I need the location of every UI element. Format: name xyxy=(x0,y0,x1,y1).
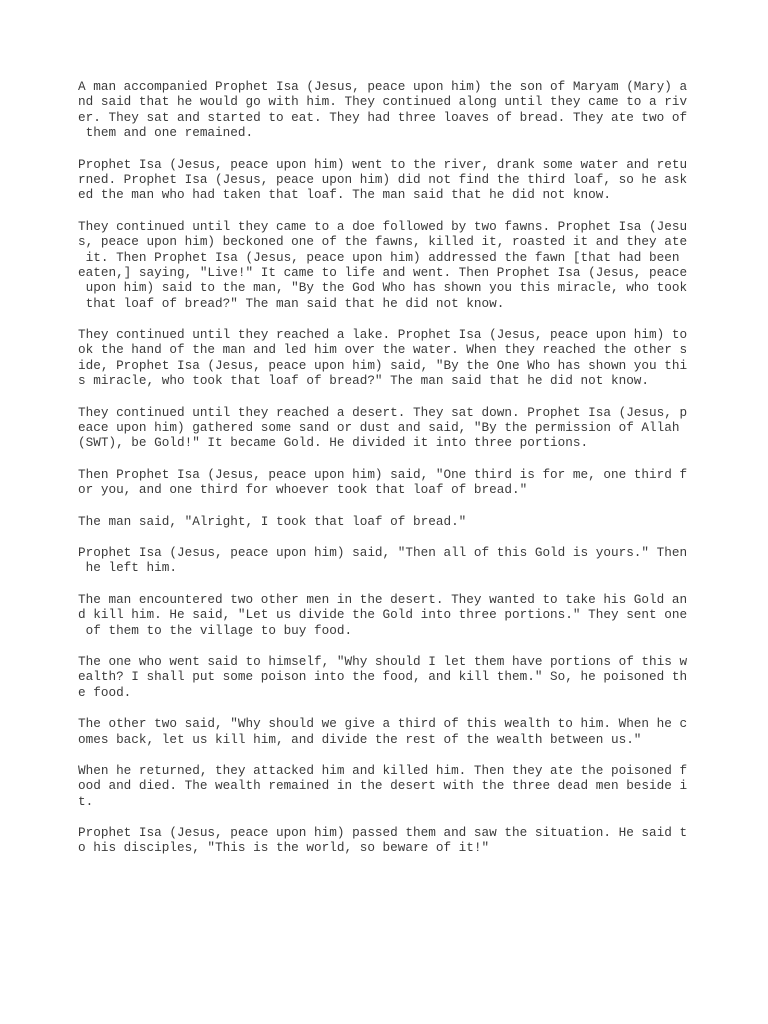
document-body xyxy=(78,79,698,872)
text-line: o his disciples, "This is the world, so beware of it!" xyxy=(78,840,490,856)
text-line: A man accompanied Prophet Isa (Jesus, peace upon him) the son of Maryam (Mary) a xyxy=(78,79,688,94)
text-line: Prophet Isa (Jesus, peace upon him) went to the river, drank some water and retu xyxy=(78,156,688,172)
text-line: that loaf of bread?" The man said that he did not know. xyxy=(78,295,505,311)
text-line: ide, Prophet Isa (Jesus, peace upon him) said, "By the One Who has shown you thi xyxy=(78,357,688,373)
text-line: ood and died. The wealth remained in the desert with the three dead men beside i xyxy=(78,778,688,794)
text-line: The other two said, "Why should we give a third of this wealth to him. When he c xyxy=(78,716,688,732)
text-line: them and one remained. xyxy=(78,125,254,141)
text-line: upon him) said to the man, "By the God Who has shown you this miracle, who took xyxy=(78,280,688,296)
text-line: s, peace upon him) beckoned one of the fawns, killed it, roasted it and they ate xyxy=(78,234,688,250)
paragraph xyxy=(78,716,698,747)
text-line: rned. Prophet Isa (Jesus, peace upon him) did not find the third loaf, so he ask xyxy=(78,171,688,187)
text-line: Prophet Isa (Jesus, peace upon him) passed them and saw the situation. He said t xyxy=(78,825,688,841)
paragraph xyxy=(78,545,698,576)
text-line: The one who went said to himself, "Why should I let them have portions of this w xyxy=(78,653,688,669)
paragraph xyxy=(78,405,698,451)
paragraph xyxy=(78,514,698,529)
text-line: They continued until they came to a doe followed by two fawns. Prophet Isa (Jesu xyxy=(78,218,688,234)
text-line: d kill him. He said, "Let us divide the Gold into three portions." They sent one xyxy=(78,607,688,623)
paragraph xyxy=(78,654,698,700)
text-line: er. They sat and started to eat. They had three loaves of bread. They ate two of xyxy=(78,109,688,125)
text-line: eaten,] saying, "Live!" It came to life and went. Then Prophet Isa (Jesus, peace xyxy=(78,264,688,280)
text-line: or you, and one third for whoever took that loaf of bread." xyxy=(78,482,528,498)
text-line: e food. xyxy=(78,684,132,700)
text-line: The man encountered two other men in the desert. They wanted to take his Gold an xyxy=(78,591,688,607)
text-line: omes back, let us kill him, and divide the rest of the wealth between us." xyxy=(78,731,642,747)
text-line: (SWT), be Gold!" It became Gold. He divided it into three portions. xyxy=(78,435,589,451)
text-line: Then Prophet Isa (Jesus, peace upon him) said, "One third is for me, one third f xyxy=(78,466,688,482)
text-line: They continued until they reached a lake. Prophet Isa (Jesus, peace upon him) to xyxy=(78,327,688,343)
paragraph xyxy=(78,219,698,311)
paragraph xyxy=(78,157,698,203)
paragraph xyxy=(78,327,698,389)
text-line: When he returned, they attacked him and killed him. Then they ate the poisoned f xyxy=(78,762,688,778)
paragraph xyxy=(78,592,698,638)
text-line: ealth? I shall put some poison into the food, and kill them." So, he poisoned th xyxy=(78,669,688,685)
text-line: it. Then Prophet Isa (Jesus, peace upon him) addressed the fawn [that had been xyxy=(78,249,680,265)
paragraph xyxy=(78,79,698,141)
text-line: Prophet Isa (Jesus, peace upon him) said, "Then all of this Gold is yours." Then xyxy=(78,544,688,560)
text-line: ok the hand of the man and led him over the water. When they reached the other s xyxy=(78,342,688,358)
paragraph xyxy=(78,763,698,809)
paragraph xyxy=(78,467,698,498)
text-line: ed the man who had taken that loaf. The man said that he did not know. xyxy=(78,187,611,203)
text-line: eace upon him) gathered some sand or dust and said, "By the permission of Allah xyxy=(78,420,680,436)
text-line: They continued until they reached a desert. They sat down. Prophet Isa (Jesus, p xyxy=(78,404,688,420)
text-line: s miracle, who took that loaf of bread?" The man said that he did not know. xyxy=(78,373,650,389)
text-line: t. xyxy=(78,793,94,809)
text-line: nd said that he would go with him. They continued along until they came to a riv xyxy=(78,94,688,110)
text-line: The man said, "Alright, I took that loaf of bread." xyxy=(78,513,467,529)
text-line: of them to the village to buy food. xyxy=(78,622,353,638)
text-line: he left him. xyxy=(78,560,177,576)
paragraph xyxy=(78,825,698,856)
